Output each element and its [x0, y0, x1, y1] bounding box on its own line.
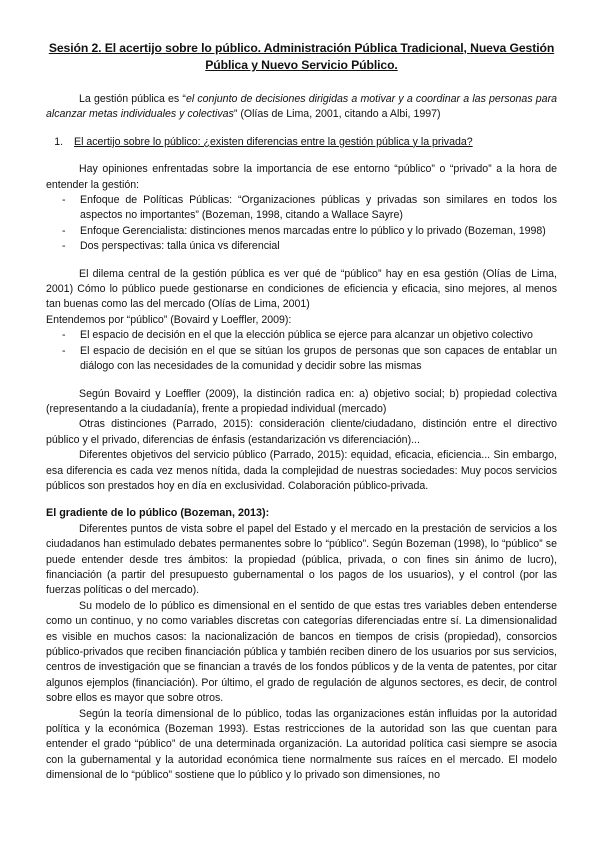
gradient-paragraph: Diferentes puntos de vista sobre el papel del Estado y el mercado en la prestación de servicios a los ciudadanos han estimulado debates permanentes sobre lo “público”. Según Bozeman (1998), lo “público” se puede entender desde tres ámbitos: la propiedad (pública, privada, o con fines sin ánimo de lucro), financiación (a partir del presupuesto gubernamental o los pagos de los usuarios), y el control (por las fuerzas políticas o del mercado). — [46, 522, 557, 597]
opinions-list — [46, 193, 557, 255]
opinions-intro: Hay opiniones enfrentadas sobre la importancia de ese entorno “público” o “privado” a la hora de entender la gestión: — [46, 163, 557, 191]
distinction-paragraph: Otras distinciones (Parrado, 2015): consideración cliente/ciudadano, distinción entre el directivo público y el privado, diferencias de énfasis (estandarización vs diferenciación)... — [46, 418, 557, 446]
gradient-paragraph: Su modelo de lo público es dimensional en el sentido de que estas tres variables deben entenderse como un continuo, y no como variables discretas con categorías diferenciadas entre sí. La dimensionalidad es visible en muchos casos: la nacionalización de bancos en tiempos de crisis (propiedad), consorcios público-privados que reciben financiación pública y también reciben dinero de los usuarios por sus servicios, centros de investigación que se financian a través de los fondos públicos y de la venta de patentes, por citar algunos ejemplos (financiación). Por último, el grado de regulación de algunos sectores, es decir, de control sobre ellos es mayor que sobre otros. — [46, 599, 557, 705]
intro-quote: el conjunto de decisiones dirigidas a motivar y a coordinar a las personas para alcanzar metas individuales y colectivas — [46, 93, 557, 121]
distinction-paragraph: Según Bovaird y Loeffler (2009), la distinción radica en: a) objetivo social; b) propiedad colectiva (representando a la ciudadanía), frente a propiedad individual (mercado) — [46, 387, 557, 415]
intro-paragraph — [46, 92, 557, 123]
question-text: El acertijo sobre lo público: ¿existen diferencias entre la gestión pública y la privada? — [74, 135, 473, 148]
intro-pre: La gestión pública es “ — [79, 93, 186, 105]
list-item: - El espacio de decisión en el que se sitúan los grupos de personas que son capaces de entablar un diálogo con las necesidades de la comunidad y decidir sobre las mismas — [46, 344, 557, 375]
section-heading: El gradiente de lo público (Bozeman, 2013): — [46, 507, 270, 520]
dilemma-paragraph: El dilema central de la gestión pública es ver qué de “público” hay en esa gestión (Olías de Lima, 2001) Cómo lo público puede gestionarse en condiciones de eficiencia y eficacia, sino mejores, al menos tan buenas como las del mercado (Olías de Lima, 2001) — [46, 267, 557, 311]
page-title: Sesión 2. El acertijo sobre lo público. Administración Pública Tradicional, Nueva Gestión Pública y Nuevo Servicio Público. — [48, 41, 555, 72]
public-definition-list — [46, 328, 557, 374]
list-item: - Dos perspectivas: talla única vs diferencial — [46, 239, 557, 254]
intro-post: ” (Olías de Lima, 2001, citando a Albi, 1997) — [233, 108, 441, 121]
list-item: - Enfoque de Políticas Públicas: “Organizaciones públicas y privadas son similares en todos los aspectos no importantes” (Bozeman, 1998, citando a Wallace Sayre) — [46, 193, 557, 224]
list-item: - Enfoque Gerencialista: distinciones menos marcadas entre lo público y lo privado (Bozeman, 1998) — [46, 224, 557, 239]
distinction-paragraph: Diferentes objetivos del servicio público (Parrado, 2015): equidad, eficacia, eficiencia... Sin embargo, esa diferencia es cada vez menos nítida, dada la complejidad de nuestras sociedades: Muy pocos servicios públicos son prestados hoy en día en exclusividad. Colaboración público-privada. — [46, 449, 557, 492]
list-item: - El espacio de decisión en el que la elección pública se ejerce para alcanzar un objetivo colectivo — [46, 328, 557, 343]
gradient-paragraph: Según la teoría dimensional de lo público, todas las organizaciones están influidas por la autoridad política y la económica (Bozeman 1993). Estas restricciones de la autoridad son las que cuentan para entender el grado “público” de una determinada organización. La autoridad política casi siempre se asocia con la gubernamental y la autoridad económica tiene normalmente sus raíces en el mercado. El modelo dimensional de lo “público” sostiene que lo público y lo privado son dimensiones, no — [46, 707, 557, 782]
numbered-list — [46, 135, 557, 150]
entendemos-line: Entendemos por “público” (Bovaird y Loeffler, 2009): — [46, 313, 292, 326]
question-heading — [66, 135, 557, 150]
